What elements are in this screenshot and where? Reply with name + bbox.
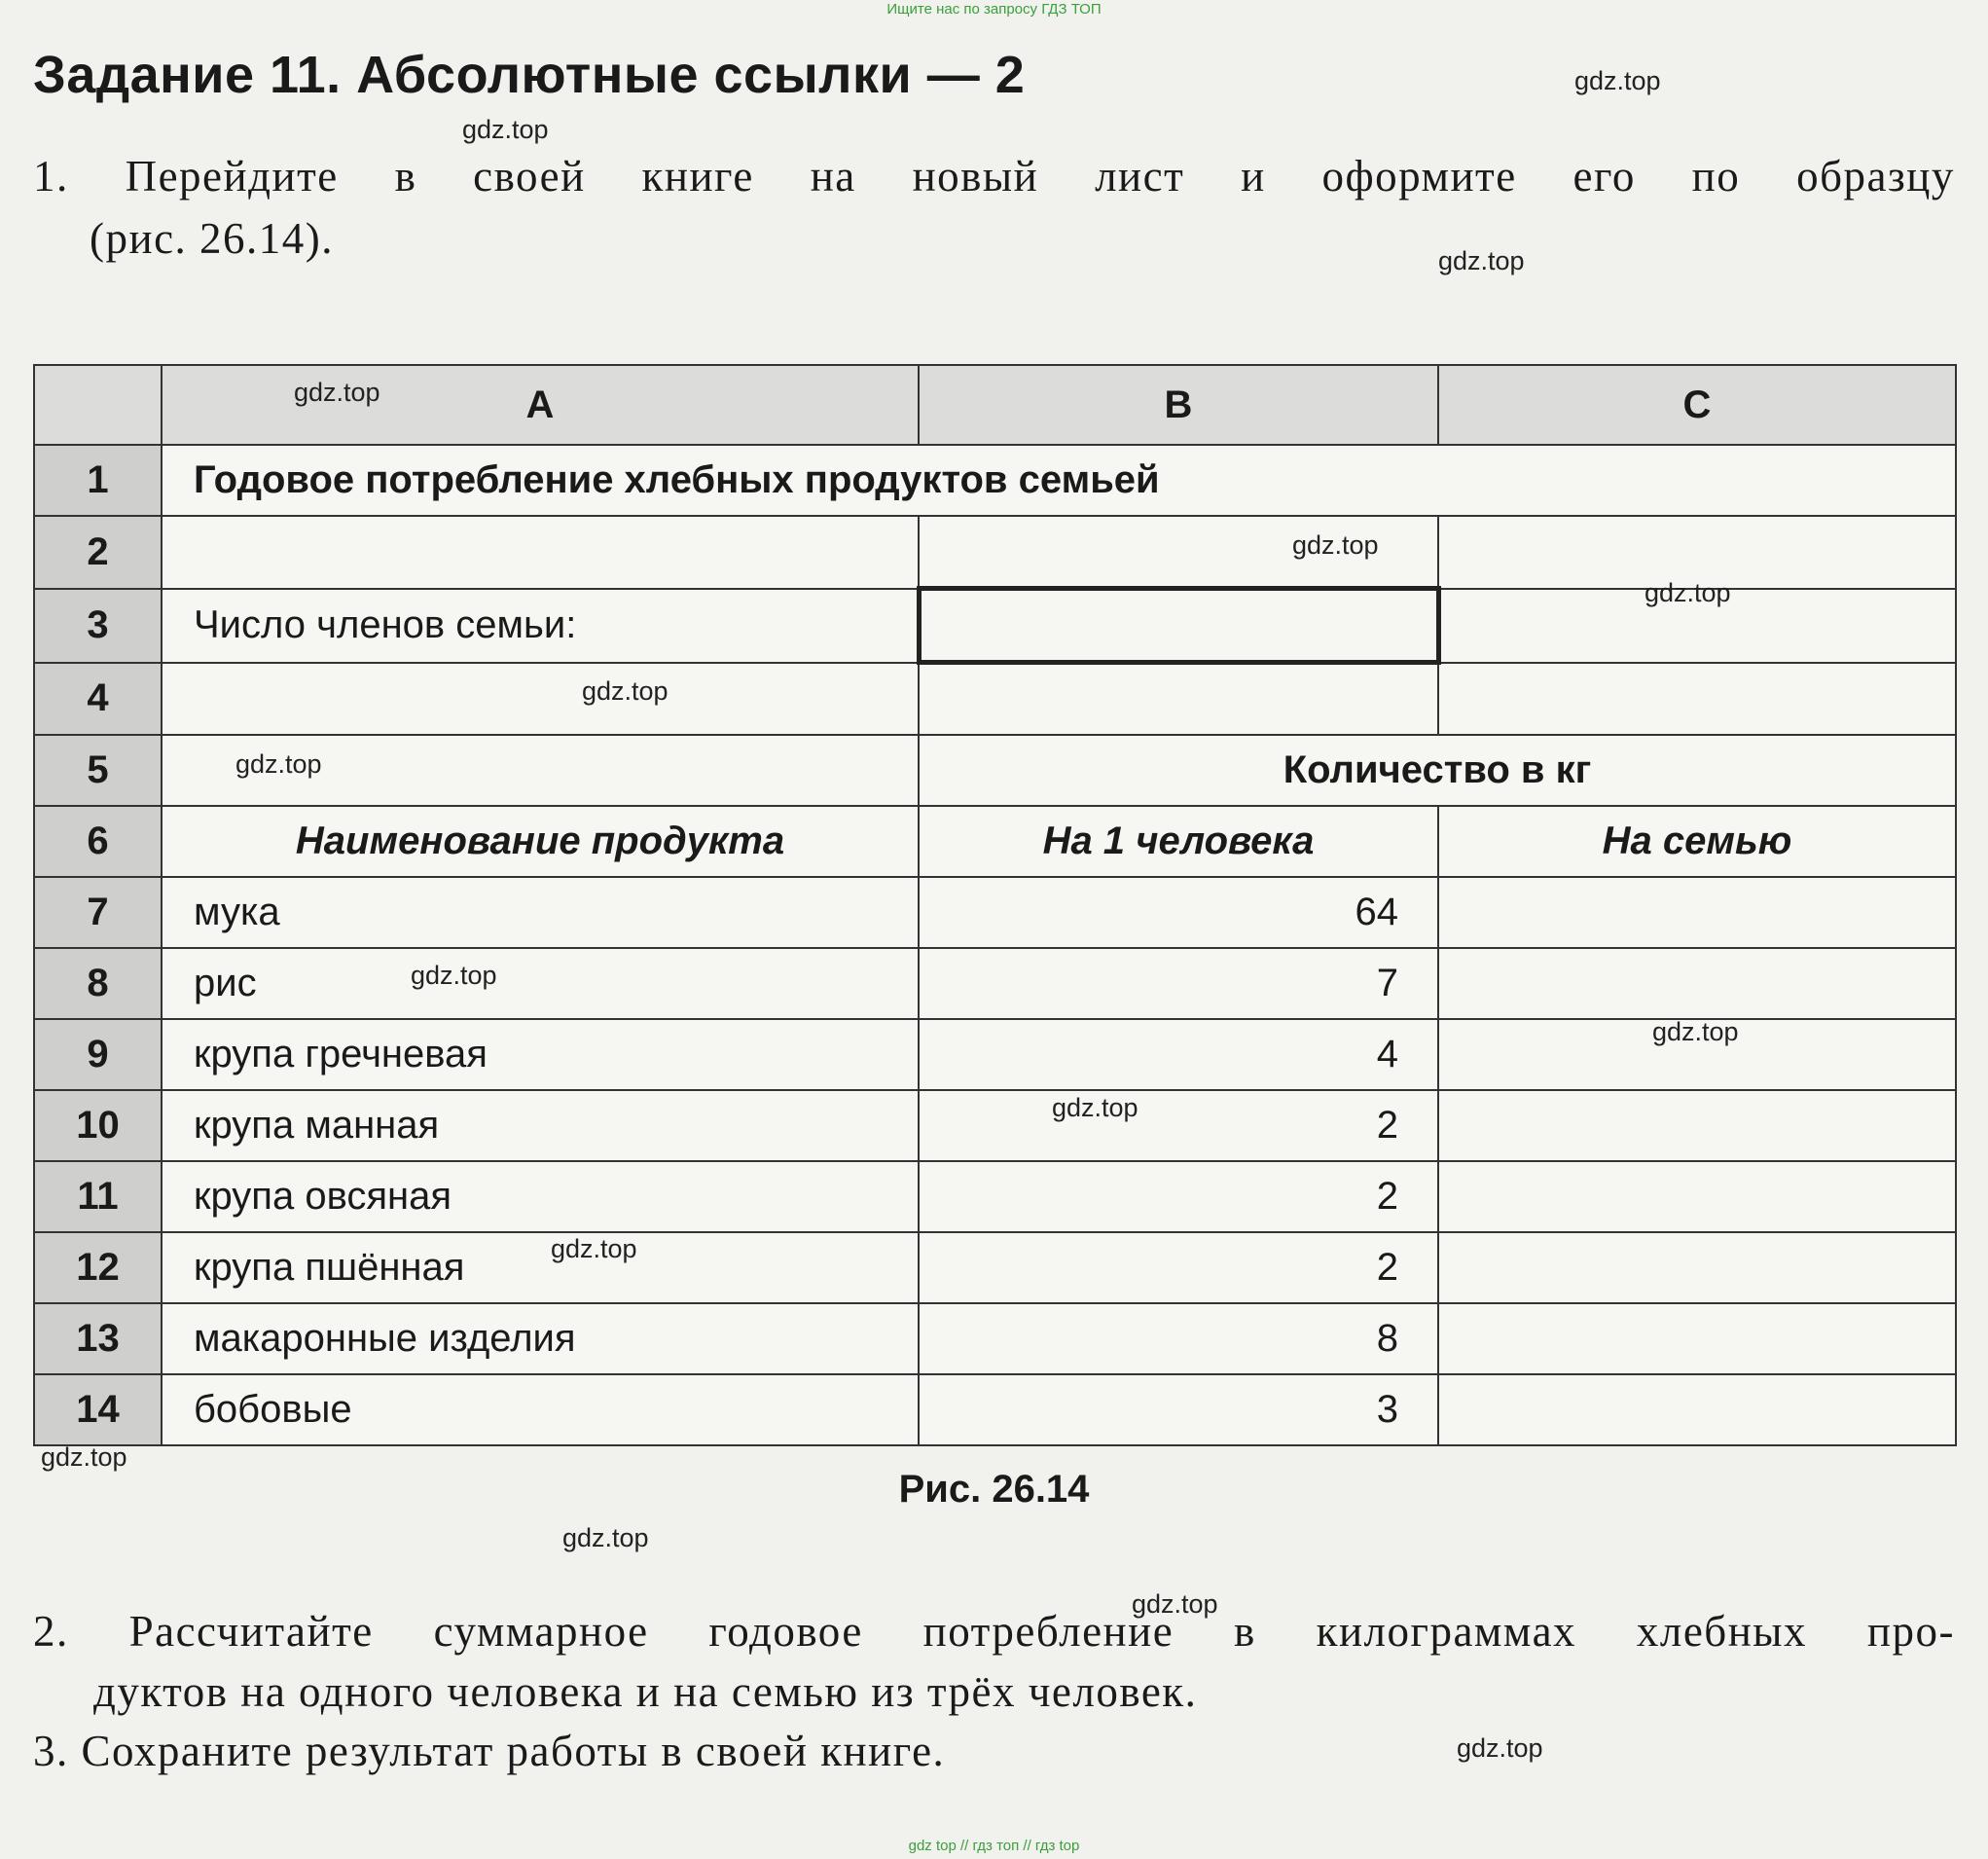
task-1 <box>33 151 1955 264</box>
cell-b6-per-person-header[interactable]: На 1 человека <box>919 806 1438 877</box>
row-header[interactable]: 4 <box>34 663 162 736</box>
row-header[interactable]: 12 <box>34 1232 162 1303</box>
row-header[interactable]: 9 <box>34 1019 162 1090</box>
row-header[interactable]: 5 <box>34 735 162 806</box>
per-person-cell[interactable]: 7 <box>919 948 1438 1019</box>
figure-caption: Рис. 26.14 <box>898 1468 1090 1511</box>
column-header-a[interactable]: A <box>162 365 919 445</box>
task-1-word: его <box>1572 152 1636 200</box>
per-family-cell[interactable] <box>1438 948 1956 1019</box>
per-family-cell[interactable] <box>1438 1232 1956 1303</box>
cell-a2[interactable] <box>162 516 919 589</box>
cell-c4[interactable] <box>1438 663 1956 736</box>
task-2-word: хлебных <box>1636 1607 1808 1656</box>
table-row <box>34 1161 1956 1232</box>
product-name-cell[interactable]: рис <box>162 948 919 1019</box>
watermark: gdz.top <box>1652 1017 1739 1046</box>
task-1-line-2: (рис. 26.14). <box>90 214 335 263</box>
per-person-cell[interactable]: 64 <box>919 877 1438 948</box>
per-person-cell[interactable]: 8 <box>919 1303 1438 1374</box>
task-1-number: 1. <box>33 152 69 200</box>
cell-b5-quantity-header[interactable]: Количество в кг <box>919 735 1956 806</box>
watermark: gdz.top <box>462 115 549 144</box>
select-all-corner[interactable] <box>34 365 162 445</box>
product-name-cell[interactable]: крупа овсяная <box>162 1161 919 1232</box>
task-3: 3. Сохраните результат работы в своей книге. <box>33 1727 946 1775</box>
per-person-cell[interactable]: 2 <box>919 1090 1438 1161</box>
table-row <box>34 663 1956 736</box>
spreadsheet-table <box>33 364 1957 1446</box>
table-row <box>34 1232 1956 1303</box>
per-family-cell[interactable] <box>1438 1303 1956 1374</box>
column-header-b[interactable]: B <box>919 365 1438 445</box>
table-row <box>34 1303 1956 1374</box>
watermark: gdz.top <box>411 961 497 990</box>
watermark: gdz.top <box>1292 530 1379 560</box>
page-title: Задание 11. Абсолютные ссылки — 2 <box>33 46 1026 104</box>
task-1-word: книге <box>641 152 754 200</box>
watermark: gdz.top <box>1457 1733 1543 1763</box>
table-row <box>34 877 1956 948</box>
watermark: gdz.top <box>1438 246 1525 275</box>
row-header[interactable]: 13 <box>34 1303 162 1374</box>
task-1-word: образцу <box>1796 152 1955 200</box>
per-family-cell[interactable] <box>1438 877 1956 948</box>
row-header[interactable]: 7 <box>34 877 162 948</box>
task-1-word: лист <box>1095 152 1185 200</box>
product-name-cell[interactable]: макаронные изделия <box>162 1303 919 1374</box>
table-row <box>34 948 1956 1019</box>
row-header[interactable]: 3 <box>34 589 162 663</box>
product-name-cell[interactable]: мука <box>162 877 919 948</box>
row-header[interactable]: 6 <box>34 806 162 877</box>
cell-a6-product-header[interactable]: Наименование продукта <box>162 806 919 877</box>
task-2-word: в <box>1234 1607 1256 1656</box>
task-2-word: потребление <box>922 1607 1175 1656</box>
table-row <box>34 445 1956 516</box>
watermark: gdz.top <box>1132 1589 1218 1619</box>
product-name-cell[interactable]: бобовые <box>162 1374 919 1445</box>
per-person-cell[interactable]: 3 <box>919 1374 1438 1445</box>
per-person-cell[interactable]: 4 <box>919 1019 1438 1090</box>
watermark: gdz.top <box>582 676 669 706</box>
task-2-number: 2. <box>33 1607 69 1656</box>
task-1-word: своей <box>473 152 586 200</box>
task-1-word: в <box>394 152 417 200</box>
per-person-cell[interactable]: 2 <box>919 1161 1438 1232</box>
table-row <box>34 806 1956 877</box>
watermark: gdz.top <box>1574 66 1661 95</box>
product-name-cell[interactable]: крупа пшённая <box>162 1232 919 1303</box>
bottom-banner[interactable]: gdz top // гдз топ // гдз top <box>908 1838 1080 1854</box>
product-name-cell[interactable]: крупа гречневая <box>162 1019 919 1090</box>
watermark: gdz.top <box>1052 1093 1139 1122</box>
task-2 <box>33 1606 1955 1717</box>
task-2-word: про- <box>1866 1607 1955 1656</box>
row-header[interactable]: 10 <box>34 1090 162 1161</box>
table-row <box>34 1374 1956 1445</box>
watermark: gdz.top <box>41 1442 127 1472</box>
task-2-word: Рассчитайте <box>128 1607 374 1656</box>
column-header-c[interactable]: C <box>1438 365 1956 445</box>
task-1-word: новый <box>912 152 1039 200</box>
row-header[interactable]: 8 <box>34 948 162 1019</box>
task-1-word: на <box>810 152 856 200</box>
row-header[interactable]: 11 <box>34 1161 162 1232</box>
product-name-cell[interactable]: крупа манная <box>162 1090 919 1161</box>
per-person-cell[interactable]: 2 <box>919 1232 1438 1303</box>
per-family-cell[interactable] <box>1438 1161 1956 1232</box>
per-family-cell[interactable] <box>1438 1374 1956 1445</box>
row-header[interactable]: 1 <box>34 445 162 516</box>
table-row <box>34 735 1956 806</box>
cell-a1-title[interactable]: Годовое потребление хлебных продуктов семьей <box>162 445 1956 516</box>
cell-a4[interactable] <box>162 663 919 736</box>
task-2-word: годовое <box>708 1607 863 1656</box>
cell-b3-family-count[interactable] <box>919 589 1438 663</box>
watermark: gdz.top <box>294 378 380 407</box>
cell-c6-per-family-header[interactable]: На семью <box>1438 806 1956 877</box>
per-family-cell[interactable] <box>1438 1090 1956 1161</box>
cell-a3-family-label[interactable]: Число членов семьи: <box>162 589 919 663</box>
task-2-word: суммарное <box>433 1607 649 1656</box>
watermark: gdz.top <box>562 1523 649 1552</box>
cell-b4[interactable] <box>919 663 1438 736</box>
watermark: gdz.top <box>551 1234 637 1263</box>
row-header[interactable]: 14 <box>34 1374 162 1445</box>
task-1-word: Перейдите <box>125 152 339 200</box>
task-2-line-2: дуктов на одного человека и на семью из трёх человек. <box>93 1667 1198 1716</box>
watermark: gdz.top <box>235 749 322 779</box>
watermark: gdz.top <box>1645 578 1731 607</box>
top-banner[interactable]: Ищите нас по запросу ГДЗ ТОП <box>886 1 1102 18</box>
table-row <box>34 1090 1956 1161</box>
task-1-word: по <box>1691 152 1741 200</box>
row-header[interactable]: 2 <box>34 516 162 589</box>
task-1-word: оформите <box>1321 152 1517 200</box>
task-1-word: и <box>1241 152 1266 200</box>
task-2-word: килограммах <box>1316 1607 1577 1656</box>
